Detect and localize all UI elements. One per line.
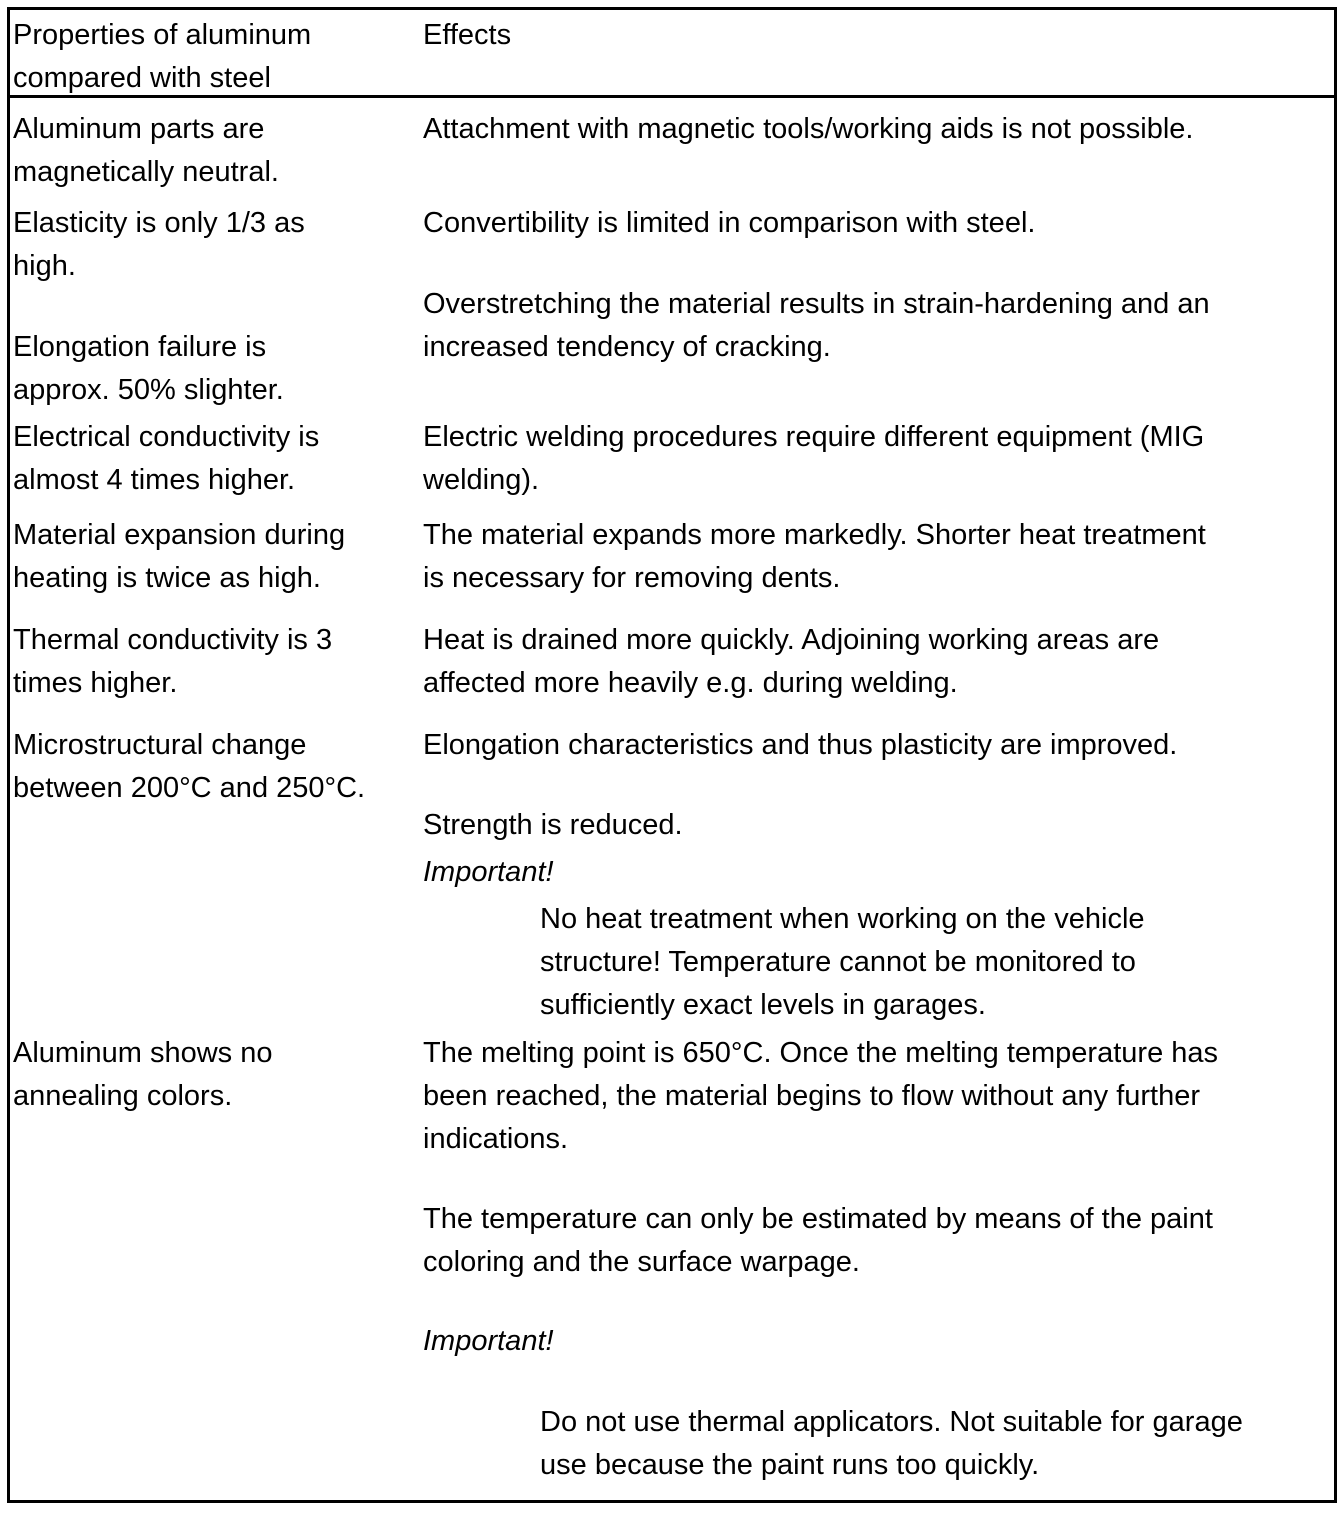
property-text: Aluminum parts are	[13, 113, 265, 145]
effect-text: Strength is reduced.	[423, 809, 683, 841]
property-text: Thermal conductivity is 3	[13, 624, 333, 656]
header-properties-line1: Properties of aluminum	[13, 19, 312, 51]
property-text: Microstructural change	[13, 729, 307, 761]
effect-text: welding).	[423, 464, 540, 496]
effect-text: affected more heavily e.g. during welding.	[423, 667, 958, 699]
effect-text: been reached, the material begins to flow without any further	[423, 1080, 1201, 1112]
effect-text: indications.	[423, 1123, 569, 1155]
note-text: sufficiently exact levels in garages.	[540, 989, 986, 1021]
effect-text: The material expands more markedly. Shorter heat treatment	[423, 519, 1206, 551]
effect-text: Convertibility is limited in comparison with steel.	[423, 207, 1036, 239]
property-text: Elasticity is only 1/3 as	[13, 207, 305, 239]
effect-text: Heat is drained more quickly. Adjoining working areas are	[423, 624, 1160, 656]
property-text: approx. 50% slighter.	[13, 374, 284, 406]
note-text: No heat treatment when working on the vehicle	[540, 903, 1145, 935]
header-properties-line2: compared with steel	[13, 62, 271, 94]
property-text: Electrical conductivity is	[13, 421, 320, 453]
effect-text: increased tendency of cracking.	[423, 331, 831, 363]
effect-text: The temperature can only be estimated by means of the paint	[423, 1203, 1213, 1235]
note-text: use because the paint runs too quickly.	[540, 1449, 1040, 1481]
property-text: Elongation failure is	[13, 331, 267, 363]
property-text: times higher.	[13, 667, 178, 699]
effect-text: is necessary for removing dents.	[423, 562, 841, 594]
effect-text: coloring and the surface warpage.	[423, 1246, 860, 1278]
property-text: high.	[13, 250, 76, 282]
property-text: annealing colors.	[13, 1080, 233, 1112]
property-text: almost 4 times higher.	[13, 464, 296, 496]
effect-text: Overstretching the material results in strain-hardening and an	[423, 288, 1210, 320]
note-text: Do not use thermal applicators. Not suitable for garage	[540, 1406, 1243, 1438]
property-text: magnetically neutral.	[13, 156, 279, 188]
property-text: between 200°C and 250°C.	[13, 772, 366, 804]
important-label: Important!	[423, 1325, 554, 1357]
property-text: heating is twice as high.	[13, 562, 321, 594]
effect-text: Elongation characteristics and thus plasticity are improved.	[423, 729, 1178, 761]
effect-text: The melting point is 650°C. Once the melting temperature has	[423, 1037, 1219, 1069]
property-text: Material expansion during	[13, 519, 346, 551]
note-text: structure! Temperature cannot be monitored to	[540, 946, 1136, 978]
property-text: Aluminum shows no	[13, 1037, 273, 1069]
effect-text: Attachment with magnetic tools/working aids is not possible.	[423, 113, 1194, 145]
effect-text: Electric welding procedures require different equipment (MIG	[423, 421, 1205, 453]
important-label: Important!	[423, 856, 554, 888]
header-effects: Effects	[423, 19, 512, 51]
header-divider	[10, 95, 1334, 98]
